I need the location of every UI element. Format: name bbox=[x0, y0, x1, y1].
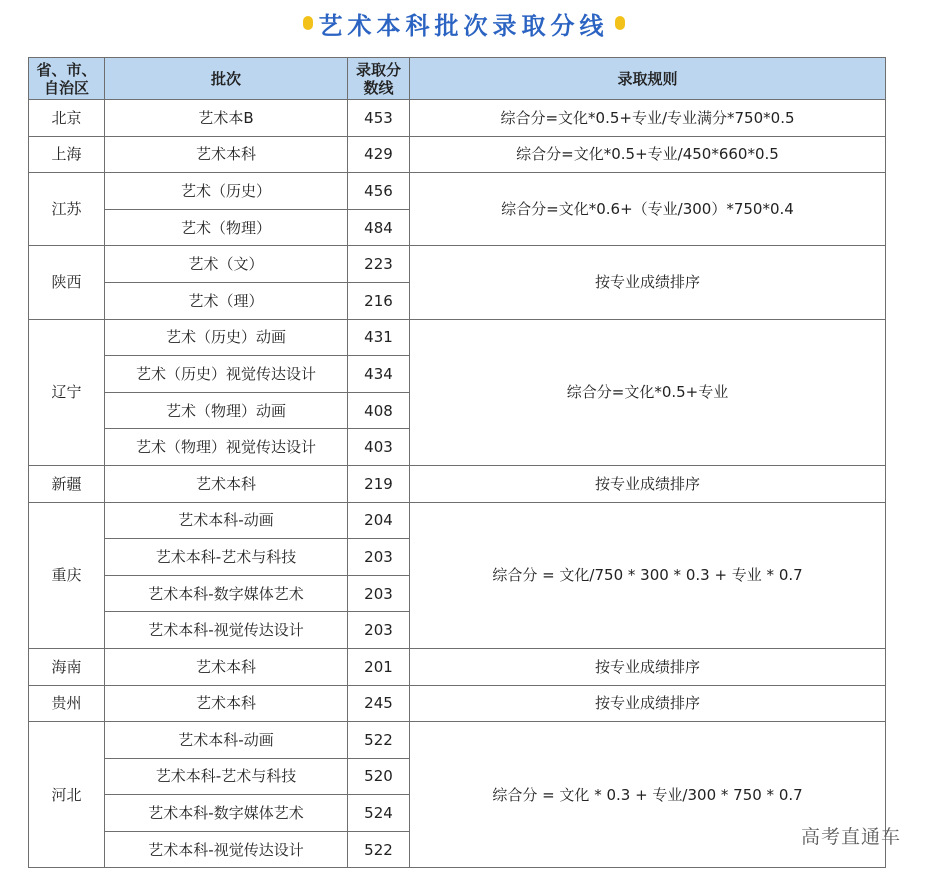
province-cell: 贵州 bbox=[29, 685, 105, 722]
score-cell: 201 bbox=[348, 648, 410, 685]
table-row bbox=[29, 319, 886, 356]
batch-cell: 艺术本科 bbox=[105, 465, 348, 502]
batch-cell: 艺术（物理） bbox=[105, 209, 348, 246]
province-cell: 河北 bbox=[29, 722, 105, 868]
score-cell: 203 bbox=[348, 575, 410, 612]
score-cell: 204 bbox=[348, 502, 410, 539]
batch-cell: 艺术本B bbox=[105, 100, 348, 137]
batch-cell: 艺术本科-视觉传达设计 bbox=[105, 831, 348, 868]
watermark-text: 高考直通车 bbox=[800, 826, 901, 848]
header-rule: 录取规则 bbox=[410, 58, 886, 100]
score-cell: 520 bbox=[348, 758, 410, 795]
batch-cell: 艺术本科 bbox=[105, 685, 348, 722]
bullet-dot-left-icon bbox=[303, 16, 313, 30]
province-cell: 辽宁 bbox=[29, 319, 105, 465]
bullet-dot-right-icon bbox=[615, 16, 625, 30]
score-cell: 203 bbox=[348, 539, 410, 576]
score-cell: 408 bbox=[348, 392, 410, 429]
score-cell: 484 bbox=[348, 209, 410, 246]
header-score: 录取分数线 bbox=[348, 58, 410, 100]
rule-cell: 按专业成绩排序 bbox=[410, 246, 886, 319]
header-province: 省、市、自治区 bbox=[29, 58, 105, 100]
score-cell: 219 bbox=[348, 465, 410, 502]
table-row bbox=[29, 502, 886, 539]
header-batch: 批次 bbox=[105, 58, 348, 100]
score-cell: 522 bbox=[348, 831, 410, 868]
score-cell: 431 bbox=[348, 319, 410, 356]
table-row bbox=[29, 685, 886, 722]
page-title-bar bbox=[0, 0, 927, 46]
batch-cell: 艺术（历史） bbox=[105, 173, 348, 210]
table-row bbox=[29, 136, 886, 173]
batch-cell: 艺术（物理）视觉传达设计 bbox=[105, 429, 348, 466]
rule-cell: 按专业成绩排序 bbox=[410, 465, 886, 502]
batch-cell: 艺术（物理）动画 bbox=[105, 392, 348, 429]
table-header-row bbox=[29, 58, 886, 100]
province-cell: 新疆 bbox=[29, 465, 105, 502]
batch-cell: 艺术（文） bbox=[105, 246, 348, 283]
batch-cell: 艺术本科-视觉传达设计 bbox=[105, 612, 348, 649]
batch-cell: 艺术本科 bbox=[105, 136, 348, 173]
score-cell: 456 bbox=[348, 173, 410, 210]
batch-cell: 艺术本科-动画 bbox=[105, 502, 348, 539]
score-cell: 453 bbox=[348, 100, 410, 137]
score-cell: 524 bbox=[348, 795, 410, 832]
table-row bbox=[29, 722, 886, 759]
score-cell: 429 bbox=[348, 136, 410, 173]
rule-cell: 综合分=文化*0.5+专业/专业满分*750*0.5 bbox=[410, 100, 886, 137]
score-cell: 403 bbox=[348, 429, 410, 466]
province-cell: 江苏 bbox=[29, 173, 105, 246]
table-row bbox=[29, 465, 886, 502]
batch-cell: 艺术本科-数字媒体艺术 bbox=[105, 575, 348, 612]
table-row bbox=[29, 648, 886, 685]
batch-cell: 艺术（历史）动画 bbox=[105, 319, 348, 356]
admission-score-table bbox=[28, 57, 886, 868]
score-cell: 203 bbox=[348, 612, 410, 649]
score-cell: 434 bbox=[348, 356, 410, 393]
score-cell: 522 bbox=[348, 722, 410, 759]
province-cell: 重庆 bbox=[29, 502, 105, 648]
province-cell: 海南 bbox=[29, 648, 105, 685]
rule-cell: 综合分=文化*0.6+（专业/300）*750*0.4 bbox=[410, 173, 886, 246]
page-title: 艺术本科批次录取分线 bbox=[318, 11, 609, 40]
batch-cell: 艺术本科-艺术与科技 bbox=[105, 758, 348, 795]
rule-cell: 综合分 = 文化/750 * 300 * 0.3 + 专业 * 0.7 bbox=[410, 502, 886, 648]
batch-cell: 艺术本科 bbox=[105, 648, 348, 685]
score-cell: 216 bbox=[348, 282, 410, 319]
rule-cell: 按专业成绩排序 bbox=[410, 685, 886, 722]
batch-cell: 艺术（历史）视觉传达设计 bbox=[105, 356, 348, 393]
batch-cell: 艺术本科-数字媒体艺术 bbox=[105, 795, 348, 832]
rule-cell: 综合分=文化*0.5+专业/450*660*0.5 bbox=[410, 136, 886, 173]
score-cell: 223 bbox=[348, 246, 410, 283]
rule-cell: 按专业成绩排序 bbox=[410, 648, 886, 685]
province-cell: 北京 bbox=[29, 100, 105, 137]
table-row bbox=[29, 100, 886, 137]
province-cell: 陕西 bbox=[29, 246, 105, 319]
province-cell: 上海 bbox=[29, 136, 105, 173]
score-cell: 245 bbox=[348, 685, 410, 722]
table-row bbox=[29, 173, 886, 210]
batch-cell: 艺术本科-动画 bbox=[105, 722, 348, 759]
batch-cell: 艺术本科-艺术与科技 bbox=[105, 539, 348, 576]
rule-cell: 综合分 = 文化 * 0.3 + 专业/300 * 750 * 0.7 bbox=[410, 722, 886, 868]
table-row bbox=[29, 246, 886, 283]
rule-cell: 综合分=文化*0.5+专业 bbox=[410, 319, 886, 465]
batch-cell: 艺术（理） bbox=[105, 282, 348, 319]
